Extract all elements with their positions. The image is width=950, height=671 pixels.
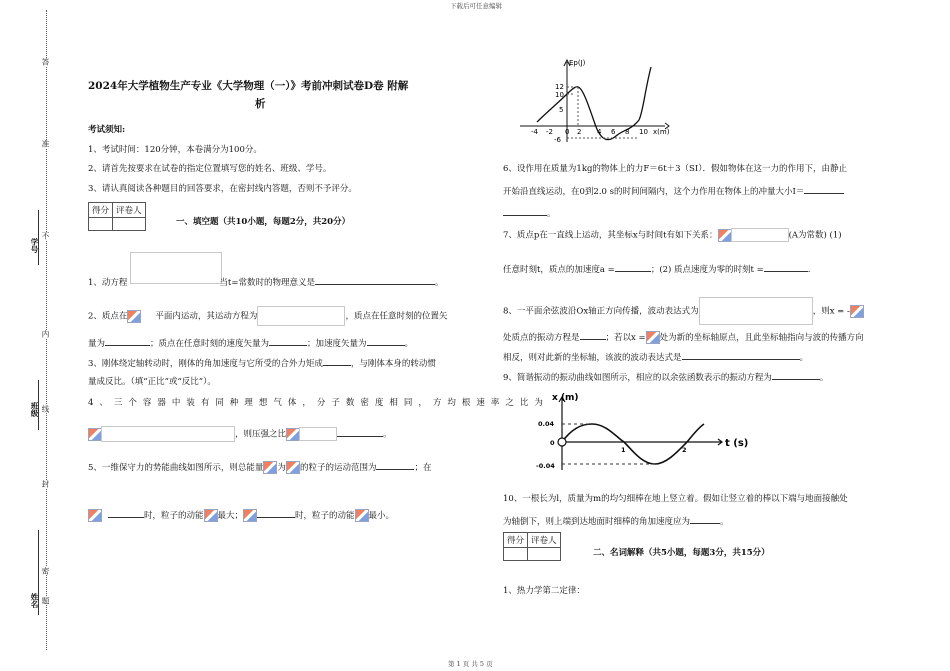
score-label-2: 得分 xyxy=(504,533,528,548)
q5-text-h: 最小。 xyxy=(368,511,395,521)
q5-text-d: ；在 xyxy=(414,463,432,473)
q9-text-a: 9、简谐振动的振动曲线如图所示，相应的以余弦函数表示的振动方程为 xyxy=(503,373,772,383)
q6-answer-blank-2[interactable] xyxy=(503,206,547,216)
grader-label: 评卷人 xyxy=(113,203,146,218)
graph2-ytick-neg: -0.04 xyxy=(536,462,555,470)
q4-answer-blank[interactable] xyxy=(337,427,383,437)
graph1-xtick-neg2: -2 xyxy=(546,128,553,136)
q8-text-c: 处质点的振动方程是 xyxy=(503,333,580,343)
graph1-xlabel: x(m) xyxy=(653,128,670,136)
q2-text-c: ，质点在任意时刻的位置矢 xyxy=(345,311,448,322)
q3-text-a: 3、刚体绕定轴转动时，刚体的角加速度与它所受的合外力矩成 xyxy=(88,359,323,369)
q4-formula-box-2 xyxy=(299,427,337,441)
q2-text-b: 平面内运动，其运动方程为 xyxy=(155,311,258,322)
q5-text-c: 的粒子的运动范围为 xyxy=(299,463,377,473)
q5-ek-image-1 xyxy=(204,509,218,522)
q5-text-f: 最大； xyxy=(217,511,244,521)
section-2-heading: 二、名词解释（共5小题，每题3分，共15分） xyxy=(593,548,770,558)
class-label: 班级 xyxy=(30,402,39,417)
binding-char-no: 不 xyxy=(41,232,50,240)
notice-item-2: 2、请首先按要求在试卷的指定位置填写您的姓名、班级、学号。 xyxy=(88,164,332,174)
graph2-ttick-2: 2 xyxy=(682,446,687,454)
q9-text-b: 。 xyxy=(819,373,829,383)
q6-text-a: 6、设作用在质量为1kg的物体上的力F＝6t＋3（SI）．假如物体在这一力的作用下，由静止 xyxy=(503,164,847,174)
binding-char-zhun: 准 xyxy=(41,140,50,148)
graph2-ttick-1: 1 xyxy=(621,446,626,454)
q5-text-g: 时，粒子的动能 xyxy=(295,511,355,521)
q3-text-c: 量成反比。（填“正比”或“反比”）。 xyxy=(88,377,216,387)
graph1-ylabel: Ep(J) xyxy=(569,59,586,67)
q5-text-a: 5、一维保守力的势能曲线如图所示，则总能量 xyxy=(88,463,264,473)
q8-text-g: 。 xyxy=(799,353,809,363)
n1-text: 1、热力学第二定律： xyxy=(503,586,585,596)
binding-char-ti: 题 xyxy=(41,597,50,605)
class-line xyxy=(38,380,39,430)
graph1-xtick-neg4: -4 xyxy=(531,128,538,136)
q7-text-d: ；(2) 质点速度为零的时刻t = xyxy=(650,265,764,275)
q2-formula-image-1 xyxy=(127,310,141,323)
q6-text-c: 。 xyxy=(547,209,556,219)
q6-answer-blank-1[interactable] xyxy=(804,184,844,194)
graph2-curve xyxy=(562,424,704,464)
grader-label-2: 评卷人 xyxy=(528,533,561,548)
q8-vibration-blank[interactable] xyxy=(580,330,606,340)
graph1-ytick-5: 5 xyxy=(559,106,564,114)
score-cell-2[interactable] xyxy=(504,548,528,561)
binding-char-mi: 密 xyxy=(41,567,50,575)
grader-cell-2[interactable] xyxy=(528,548,561,561)
name-line xyxy=(38,530,39,615)
graph1-xtick-0: 0 xyxy=(565,128,570,136)
title-line-1: 2024年大学植物生产专业《大学物理（一）》考前冲刺试卷D卷 附解 xyxy=(88,80,409,92)
q5-x-blank-2[interactable] xyxy=(257,508,295,518)
notice-item-3: 3、请认真阅读各种题目的回答要求，在密封线内答题，否则不予评分。 xyxy=(88,184,357,194)
q8-x-image xyxy=(850,305,864,318)
q1-text-c: 。 xyxy=(434,278,444,288)
q2-text-a: 2、质点在 xyxy=(88,311,128,322)
score-cell[interactable] xyxy=(89,218,113,231)
q8-text-d: ；若以x = xyxy=(605,333,646,343)
q5-ek-image-2 xyxy=(355,509,369,522)
q1-answer-blank[interactable] xyxy=(315,275,435,285)
graph1-xtick-8: 8 xyxy=(625,128,630,136)
graph2-ytick-pos: 0.04 xyxy=(538,420,555,428)
q2-text-e: ；质点在任意时刻的速度矢量为 xyxy=(150,339,270,349)
q10-answer-blank[interactable] xyxy=(690,514,720,524)
q4-formula-box xyxy=(101,426,235,442)
graph1-xtick-4: 4 xyxy=(597,128,602,136)
q5-text-b: 为 xyxy=(277,463,286,473)
graph2-ytick-0: 0 xyxy=(550,439,555,447)
student-id-label: 学号 xyxy=(30,238,39,253)
q1-text-a: 1、动方程 xyxy=(88,278,128,288)
graph1-xtick-6: 6 xyxy=(611,128,616,136)
q10-text-a: 10、一根长为l，质量为m的均匀细棒在地上竖立着。假如让竖立着的棒以下端与地面接触处 xyxy=(503,494,848,504)
notice-item-1: 1、考试时间：120分钟，本卷满分为100分。 xyxy=(88,145,262,155)
graph2-xlabel: t (s) xyxy=(725,438,749,449)
q4-text-a: 4、三个容器中装有同种理想气体，分子数密度相同，方均根速率之比为 xyxy=(88,398,549,408)
q2-text-f: ；加速度矢量为 xyxy=(307,339,367,349)
q7-time-blank[interactable] xyxy=(764,262,808,272)
q2-text-d: 量为 xyxy=(88,339,106,349)
q6-text-b: 开始沿直线运动，在0到2.0 s的时间间隔内，这个力作用在物体上的冲量大小I＝ xyxy=(503,187,805,197)
q2-text-g: 。 xyxy=(404,339,414,349)
top-note: 下载后可任意编辑 xyxy=(450,2,502,10)
q7-text-e: . xyxy=(807,265,811,275)
notice-heading: 考试须知: xyxy=(88,125,126,135)
q8-formula-image xyxy=(699,297,813,325)
q4-text-b: ，则压强之比 xyxy=(235,429,287,440)
graph1-xtick-2: 2 xyxy=(577,128,582,136)
q7-text-a: 7、质点p在一直线上运动，其坐标x与时间t有如下关系： xyxy=(503,230,718,241)
name-label: 姓名 xyxy=(30,593,39,608)
grader-cell[interactable] xyxy=(113,218,146,231)
graph1-ytick-12: 12 xyxy=(555,83,564,91)
q5-x-blank-1[interactable] xyxy=(108,508,144,518)
q8-text-b: ，则x = - xyxy=(812,306,850,317)
score-label: 得分 xyxy=(89,203,113,218)
binding-char-feng: 封 xyxy=(41,480,50,488)
q8-text-e: 处为新的坐标轴原点，且此坐标轴指向与波的传播方向 xyxy=(659,333,864,343)
q2-position-blank[interactable] xyxy=(105,336,150,346)
q7-formula-image xyxy=(718,229,732,242)
q5-text-e: 时，粒子的动能 xyxy=(144,511,204,521)
q3-text-b: ，与刚体本身的转动惯 xyxy=(350,359,436,369)
q5-x-image-2 xyxy=(243,509,257,522)
title-line-2: 析 xyxy=(255,98,266,110)
q5-x-image-1 xyxy=(88,509,102,522)
q2-velocity-blank[interactable] xyxy=(269,336,307,346)
graph2-ylabel: x (m) xyxy=(552,393,579,403)
q5-range-blank[interactable] xyxy=(376,460,414,470)
q8-text-f: 相反，则对此新的坐标轴，该波的波动表达式是 xyxy=(503,353,682,363)
q8-origin-image xyxy=(646,331,660,344)
score-table-1 xyxy=(88,202,146,231)
q4-text-c: 。 xyxy=(383,429,392,440)
binding-char-inside: 内 xyxy=(41,330,50,338)
q5-energy-image xyxy=(263,461,277,474)
q10-text-b: 为轴倒下，则上端到达地面时细棒的角加速度应为 xyxy=(503,517,691,527)
graph1-xtick-10: 10 xyxy=(639,128,648,136)
graph1-curve xyxy=(537,67,651,140)
q7-formula-box xyxy=(731,228,789,242)
q7-acceleration-blank[interactable] xyxy=(615,262,651,272)
page-number: 第 1 页 共 5 页 xyxy=(448,660,493,668)
binding-char-xian: 线 xyxy=(41,405,50,413)
graph2-origin-marker xyxy=(558,438,566,446)
q2-acceleration-blank[interactable] xyxy=(367,336,405,346)
q4-formula-image-1 xyxy=(88,428,102,441)
q4-formula-image-2 xyxy=(286,428,300,441)
student-id-line xyxy=(38,210,39,265)
score-table-2 xyxy=(503,532,561,561)
q8-wave-blank[interactable] xyxy=(682,350,800,360)
section-1-heading: 一、填空题（共10小题，每题2分，共20分） xyxy=(176,217,351,227)
potential-energy-graph xyxy=(515,52,685,147)
q7-text-b: (A为常数) (1) xyxy=(788,230,842,241)
q7-text-c: 任意时刻t，质点的加速度a = xyxy=(503,265,615,275)
binding-char-answer: 答 xyxy=(41,58,50,66)
q5-value-image xyxy=(286,461,300,474)
q2-formula-image-2 xyxy=(257,306,345,326)
q1-text-b: 当t=常数时的物理意义是 xyxy=(219,278,315,288)
q8-text-a: 8、一平面余弦波沿Ox轴正方向传播，波动表达式为 xyxy=(503,306,699,317)
q3-answer-blank[interactable] xyxy=(323,356,351,366)
q10-text-c: 。 xyxy=(720,517,729,527)
graph1-ytick-10: 10 xyxy=(555,91,564,99)
graph1-ytick-neg6: -6 xyxy=(554,136,561,144)
vibration-graph xyxy=(532,388,782,478)
q9-answer-blank[interactable] xyxy=(772,370,820,380)
